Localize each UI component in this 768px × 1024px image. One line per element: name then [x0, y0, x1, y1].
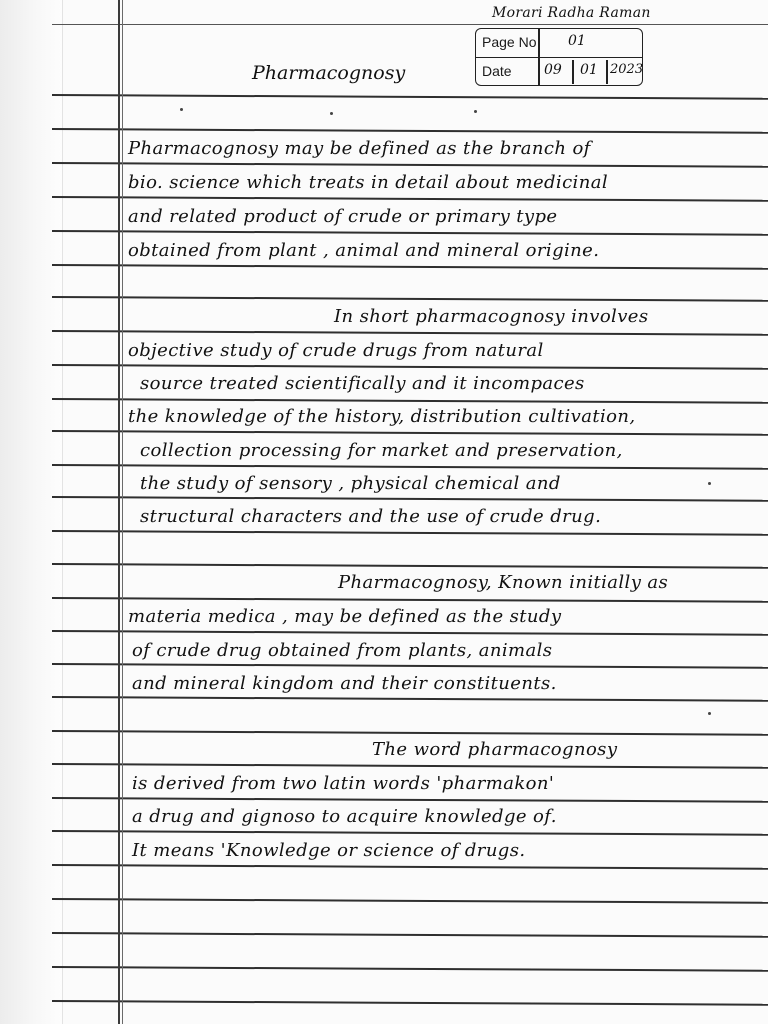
date-row	[476, 57, 642, 86]
text-line: of crude drug obtained from plants, animals	[132, 640, 553, 661]
page-no-label: Page No	[482, 34, 537, 50]
page-binding-edge	[0, 0, 63, 1024]
author-name: Morari Radha Raman	[492, 5, 651, 21]
text-line: structural characters and the use of crude drug.	[140, 506, 602, 527]
page-no-value: 01	[568, 33, 586, 49]
ink-dot	[474, 110, 477, 113]
margin-line-inner	[122, 0, 123, 1024]
ruled-line	[52, 94, 768, 100]
text-line: It means 'Knowledge or science of drugs.	[132, 840, 526, 861]
text-line: obtained from plant , animal and mineral origine.	[128, 240, 600, 261]
ink-dot	[708, 712, 711, 715]
text-line: and related product of crude or primary type	[128, 206, 558, 227]
page-title: Pharmacognosy	[252, 62, 406, 84]
ruled-line	[52, 730, 768, 736]
ruled-line	[52, 196, 768, 202]
ruled-line	[52, 932, 768, 938]
ruled-line	[52, 763, 768, 769]
ruled-line	[52, 330, 768, 336]
text-line: Pharmacognosy, Known initially as	[338, 572, 669, 593]
text-line: the study of sensory , physical chemical and	[140, 473, 561, 494]
text-line: objective study of crude drugs from natural	[128, 340, 544, 361]
date-separator	[606, 60, 608, 84]
ruled-line	[52, 430, 768, 436]
ruled-line	[52, 162, 768, 168]
ruled-line	[52, 966, 768, 972]
page-info-box	[475, 28, 643, 86]
ruled-line	[52, 797, 768, 803]
page-no-row	[476, 29, 642, 57]
ruled-line	[52, 1000, 768, 1006]
margin-line	[118, 0, 120, 1024]
ruled-line	[52, 464, 768, 470]
ruled-line	[52, 630, 768, 636]
text-line: and mineral kingdom and their constituents.	[132, 673, 557, 694]
text-line: The word pharmacognosy	[372, 739, 618, 760]
text-line: In short pharmacognosy involves	[334, 306, 649, 327]
ruled-line	[52, 864, 768, 870]
box-divider	[538, 29, 540, 57]
text-line: is derived from two latin words 'pharmakon'	[132, 773, 555, 794]
ink-dot	[180, 108, 183, 111]
ruled-line	[52, 364, 768, 370]
ruled-line	[52, 128, 768, 134]
ruled-line	[52, 296, 768, 302]
ink-dot	[708, 482, 711, 485]
date-year: 2023	[610, 62, 644, 77]
ruled-line	[52, 696, 768, 702]
box-divider	[538, 58, 540, 86]
ink-dot	[330, 112, 333, 115]
text-line: collection processing for market and preservation,	[140, 440, 623, 461]
ruled-line	[52, 398, 768, 404]
ruled-line	[52, 563, 768, 569]
ruled-line	[52, 264, 768, 270]
ruled-line	[52, 898, 768, 904]
ruled-line	[52, 530, 768, 536]
ruled-line	[52, 24, 768, 25]
text-line: source treated scientifically and it incompaces	[140, 373, 585, 394]
text-line: materia medica , may be defined as the study	[128, 606, 562, 627]
text-line: Pharmacognosy may be defined as the branch of	[128, 138, 591, 159]
ruled-line	[52, 597, 768, 603]
ruled-line	[52, 830, 768, 836]
date-month: 01	[580, 62, 598, 78]
text-line: a drug and gignoso to acquire knowledge of.	[132, 806, 557, 827]
ruled-line	[52, 230, 768, 236]
ruled-line	[52, 663, 768, 669]
text-line: the knowledge of the history, distribution cultivation,	[128, 406, 636, 427]
ruled-line	[52, 496, 768, 502]
date-label: Date	[482, 63, 512, 79]
date-separator	[572, 60, 574, 84]
text-line: bio. science which treats in detail about medicinal	[128, 172, 608, 193]
date-day: 09	[544, 62, 562, 78]
